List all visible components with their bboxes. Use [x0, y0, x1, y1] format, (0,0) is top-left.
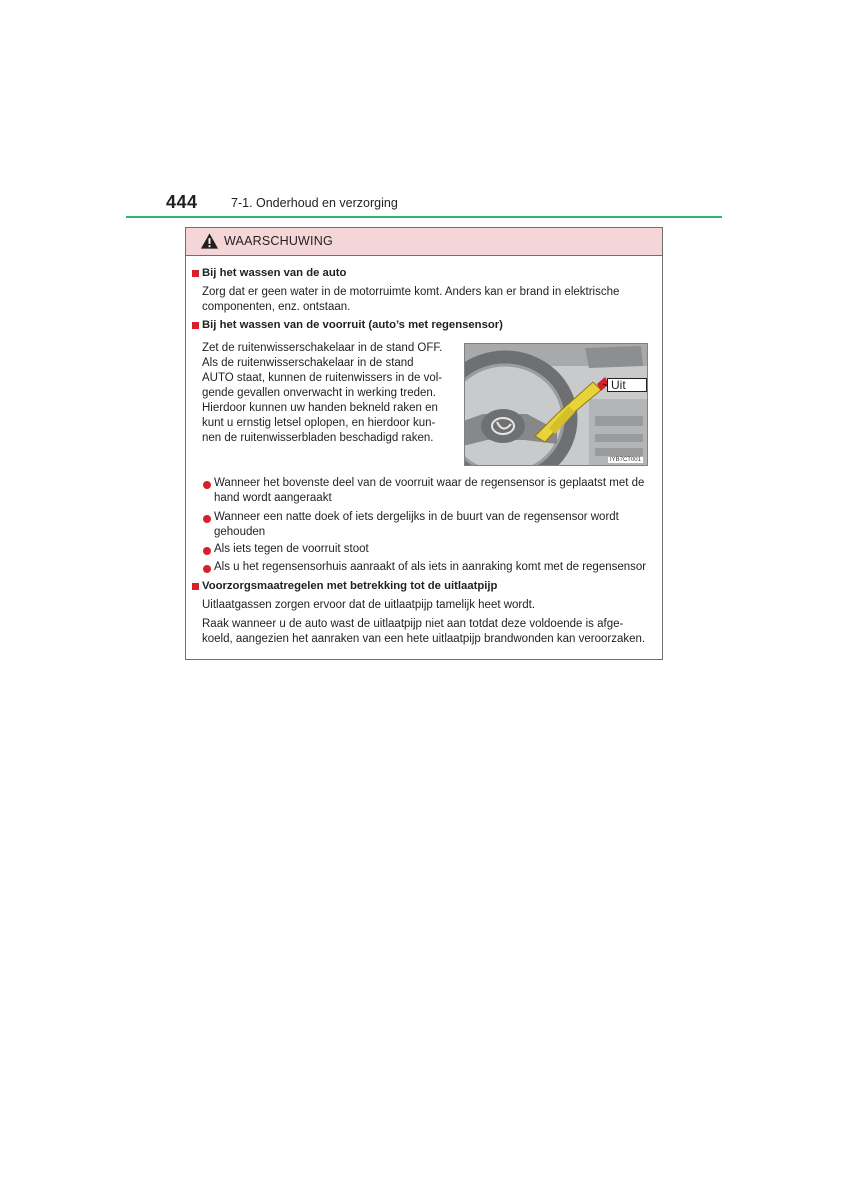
- warning-triangle-icon: [200, 232, 219, 250]
- list-item: [214, 542, 658, 557]
- text-line: koeld, aangezien het aanraken van een hete uitlaatpijp brandwonden kan veroorzaken.: [202, 633, 646, 645]
- figure-code: IYB7CT001: [609, 457, 641, 463]
- text-line: gende gevallen onverwacht in werking treden.: [202, 387, 436, 399]
- section-heading-car-wash: Bij het wassen van de auto: [202, 267, 347, 279]
- list-item: [214, 560, 658, 575]
- round-bullet-icon: [203, 515, 211, 523]
- square-bullet-icon: [192, 322, 199, 329]
- text-line: kunt u ernstig letsel oplopen, en hierdoor kun-: [202, 417, 436, 429]
- text-line: Hierdoor kunnen uw handen bekneld raken en: [202, 402, 438, 414]
- square-bullet-icon: [192, 270, 199, 277]
- section-title: 7-1. Onderhoud en verzorging: [231, 196, 398, 210]
- text-line: componenten, enz. ontstaan.: [202, 301, 351, 313]
- header-rule: [126, 216, 722, 218]
- text-line: nen de ruitenwisserbladen beschadigd raken.: [202, 432, 434, 444]
- section-text-exhaust-burns: [202, 617, 655, 647]
- text-line: Raak wanneer u de auto wast de uitlaatpijp niet aan totdat deze voldoende is afge-: [202, 618, 624, 630]
- section-text-windshield: [202, 341, 456, 446]
- steering-wheel-illustration: [465, 344, 648, 466]
- list-item: [214, 476, 658, 506]
- section-text-exhaust-heat: Uitlaatgassen zorgen ervoor dat de uitlaatpijp tamelijk heet wordt.: [202, 599, 536, 611]
- text-line: Wanneer het bovenste deel van de voorruit waar de regensensor is geplaatst met de: [214, 477, 645, 489]
- wiper-switch-figure: [464, 343, 648, 466]
- text-line: hand wordt aangeraakt: [214, 492, 332, 504]
- round-bullet-icon: [203, 481, 211, 489]
- square-bullet-icon: [192, 583, 199, 590]
- round-bullet-icon: [203, 565, 211, 573]
- warning-header: [186, 228, 662, 256]
- round-bullet-icon: [203, 547, 211, 555]
- list-item: [214, 510, 658, 540]
- text-line: Zorg dat er geen water in de motorruimte komt. Anders kan er brand in elektrische: [202, 286, 620, 298]
- text-line: Als iets tegen de voorruit stoot: [214, 543, 369, 555]
- text-line: gehouden: [214, 526, 266, 538]
- text-line: Als u het regensensorhuis aanraakt of als iets in aanraking komt met de regensensor: [214, 561, 647, 573]
- page-number: 444: [166, 192, 198, 212]
- section-text-car-wash: [202, 285, 655, 315]
- text-line: Zet de ruitenwisserschakelaar in de stand OFF.: [202, 342, 443, 354]
- text-line: AUTO staat, kunnen de ruitenwissers in de vol-: [202, 372, 443, 384]
- figure-callout-off: Uit: [607, 378, 647, 392]
- section-heading-windshield: Bij het wassen van de voorruit (auto’s met regensensor): [202, 319, 503, 331]
- text-line: Als de ruitenwisserschakelaar in de stand: [202, 357, 414, 369]
- warning-box: [185, 227, 663, 660]
- section-heading-exhaust: Voorzorgsmaatregelen met betrekking tot de uitlaatpijp: [202, 580, 498, 592]
- text-line: Wanneer een natte doek of iets dergelijks in de buurt van de regensensor wordt: [214, 511, 619, 523]
- warning-title: WAARSCHUWING: [224, 234, 333, 248]
